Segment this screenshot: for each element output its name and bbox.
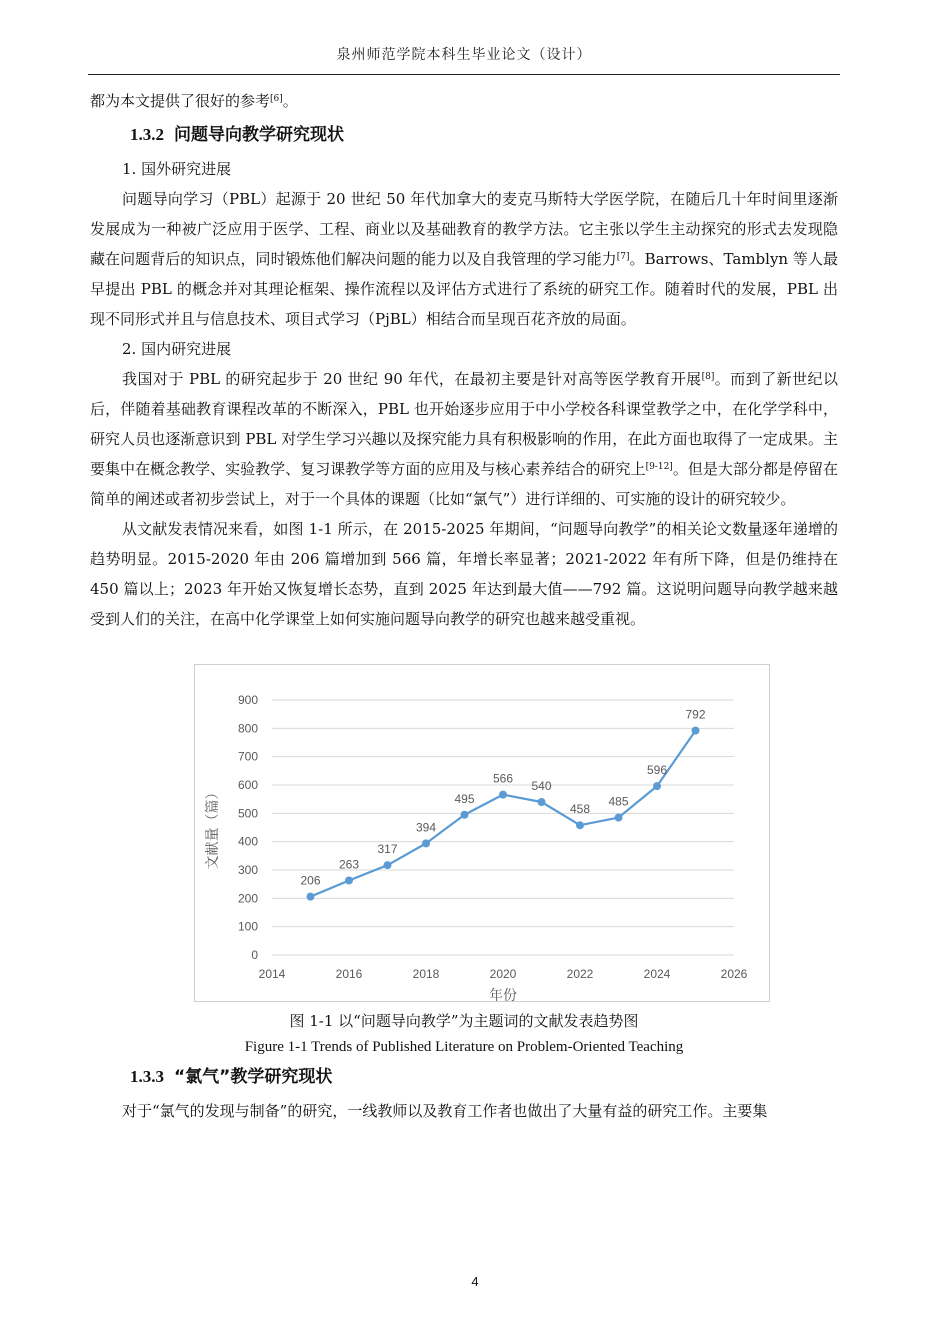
data-point xyxy=(653,782,661,790)
y-tick-label: 500 xyxy=(237,806,258,821)
data-point xyxy=(345,876,353,884)
x-tick-label: 2014 xyxy=(258,967,286,981)
section-heading-1-3-3: 1.3.3 “氯气”教学研究现状 xyxy=(130,1067,333,1087)
data-label: 485 xyxy=(608,794,629,809)
data-label: 394 xyxy=(415,820,437,835)
page-content xyxy=(90,86,838,1126)
citation: [7] xyxy=(616,252,630,262)
literature-trend-chart xyxy=(195,665,769,1001)
data-point xyxy=(461,811,469,819)
paragraph-chlorine: 对于“氯气的发现与制备”的研究，一线教师以及教育工作者也做出了大量有益的研究工作。主要集 xyxy=(122,1102,768,1120)
y-axis-label: 文献量（篇） xyxy=(204,785,220,870)
data-point xyxy=(307,893,315,901)
paragraph-intro: 都为本文提供了很好的参考[6]。 xyxy=(90,92,298,110)
citation: [6] xyxy=(270,94,283,104)
data-label: 263 xyxy=(338,857,360,872)
paragraph-literature-trend: 从文献发表情况来看，如图 1-1 所示，在 2015-2025 年期间，“问题导向教学”的相关论文数量逐年递增的趋势明显。2015-2020 年由 206 篇增加到 566 篇，年增长率显著；2021-2022 年有所下降，但是仍维持在 450 篇以上；2023 年开始又恢复增长态势，直到 2025 年达到最大值——792 篇。这说明问题导向教学越来越受到人们的关注，在高中化学课堂上如何实施问题导向教学的研究也越来越受重视。 xyxy=(90,520,838,628)
data-point xyxy=(538,798,546,806)
figure-chart-frame xyxy=(194,664,770,1002)
data-label: 596 xyxy=(646,763,668,778)
running-header: 泉州师范学院本科生毕业论文（设计） xyxy=(336,47,592,63)
x-tick-label: 2026 xyxy=(720,967,748,981)
y-tick-label: 700 xyxy=(237,749,258,764)
y-tick-label: 900 xyxy=(237,693,258,707)
x-tick-label: 2024 xyxy=(643,967,671,981)
subheading-domestic: 2. 国内研究进展 xyxy=(122,340,232,358)
x-axis-label: 年份 xyxy=(489,987,517,1001)
data-label: 566 xyxy=(492,771,514,786)
y-tick-label: 400 xyxy=(237,834,258,849)
y-tick-label: 0 xyxy=(251,948,258,962)
data-label: 792 xyxy=(685,707,706,722)
paragraph-foreign: 问题导向学习（PBL）起源于 20 世纪 50 年代加拿大的麦克马斯特大学医学院，在随后几十年时间里逐渐发展成为一种被广泛应用于医学、工程、商业以及基础教育的教学方法。它主张以学生主动探究的形式去发现隐藏在问题背后的知识点，同时锻炼他们解决问题的能力以及自我管理的学习能力[7]。Barrows、Tamblyn 等人最早提出 PBL 的概念并对其理论框架、操作流程以及评估方式进行了系统的研究工作。随着时代的发展，PBL 出现不同形式并且与信息技术、项目式学习（PjBL）相结合而呈现百花齐放的局面。 xyxy=(90,190,838,328)
data-point xyxy=(499,791,507,799)
data-point xyxy=(422,839,430,847)
header-rule xyxy=(88,74,840,75)
y-tick-label: 100 xyxy=(237,919,258,934)
data-label: 495 xyxy=(454,791,475,806)
x-tick-label: 2018 xyxy=(412,967,440,981)
y-tick-label: 600 xyxy=(237,778,258,792)
y-tick-label: 300 xyxy=(237,863,258,877)
data-point xyxy=(384,861,392,869)
section-heading-1-3-2: 1.3.2 问题导向教学研究现状 xyxy=(130,125,344,145)
data-label: 206 xyxy=(300,873,321,888)
data-label: 540 xyxy=(531,779,552,793)
x-tick-label: 2022 xyxy=(566,967,594,981)
subheading-foreign: 1. 国外研究进展 xyxy=(122,160,232,178)
data-point xyxy=(615,814,623,822)
figure-caption: 图 1-1 以“问题导向教学”为主题词的文献发表趋势图 xyxy=(289,1012,639,1030)
data-label: 458 xyxy=(569,802,591,817)
data-label: 317 xyxy=(377,842,398,857)
citation: [8] xyxy=(701,372,715,382)
data-point xyxy=(576,821,584,829)
y-tick-label: 200 xyxy=(237,891,258,906)
x-tick-label: 2020 xyxy=(489,967,517,981)
x-tick-label: 2016 xyxy=(335,967,363,981)
figure-caption-english: Figure 1-1 Trends of Published Literature on Problem-Oriented Teaching xyxy=(244,1039,684,1055)
citation: [9-12] xyxy=(645,462,673,472)
data-point xyxy=(692,727,700,735)
page-number: 4 xyxy=(471,1274,479,1289)
y-tick-label: 800 xyxy=(237,721,258,736)
paragraph-domestic: 我国对于 PBL 的研究起步于 20 世纪 90 年代，在最初主要是针对高等医学教育开展[8]。而到了新世纪以后，伴随着基础教育课程改革的不断深入，PBL 也开始逐步应用于中小学校各科课堂教学之中，在化学学科中，研究人员也逐渐意识到 PBL 对学生学习兴趣以及探究能力具有积极影响的作用，在此方面也取得了一定成果。主要集中在概念教学、实验教学、复习课教学等方面的应用及与核心素养结合的研究上[9-12]。但是大部分都是停留在简单的阐述或者初步尝试上，对于一个具体的课题（比如“氯气”）进行详细的、可实施的设计的研究较少。 xyxy=(90,370,838,508)
